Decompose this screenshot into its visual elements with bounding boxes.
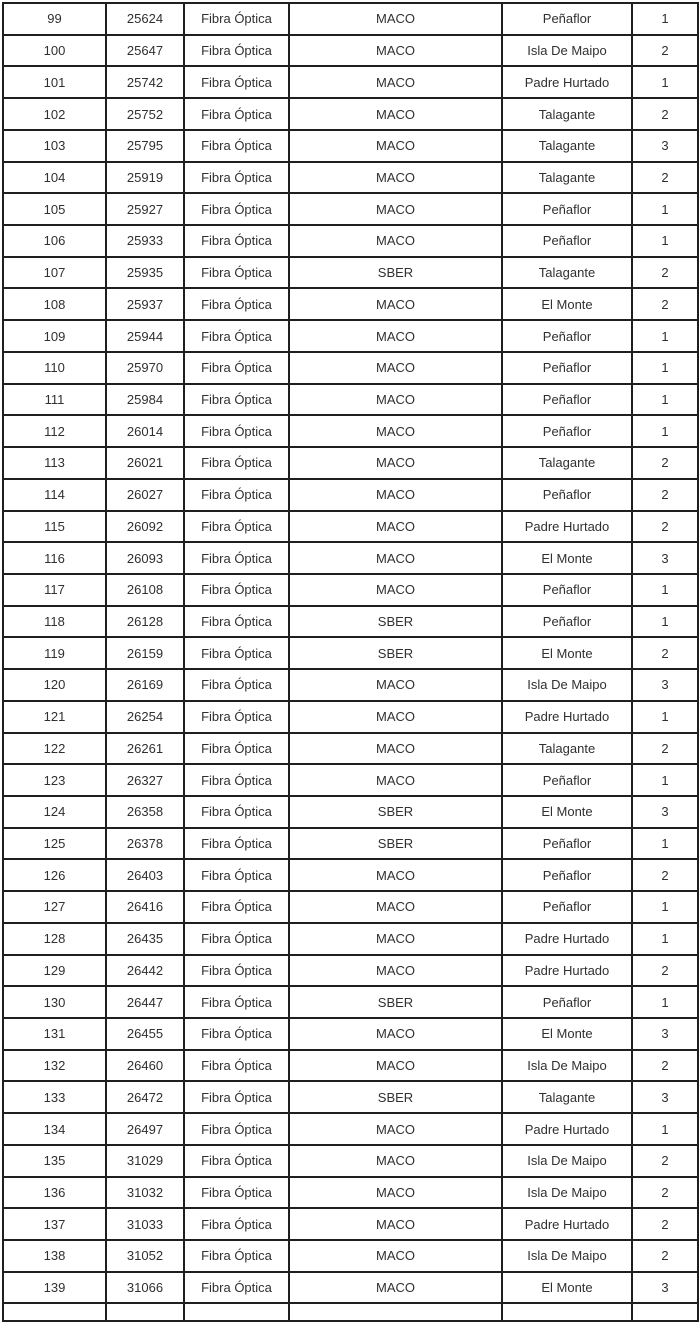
cell-row-number: 118 xyxy=(3,606,106,638)
cell-service-type: Fibra Óptica xyxy=(184,320,289,352)
table-row xyxy=(3,35,698,67)
cell-quantity xyxy=(632,1303,698,1321)
cell-service-type: Fibra Óptica xyxy=(184,288,289,320)
cell-service-type: Fibra Óptica xyxy=(184,257,289,289)
cell-comuna: Peñaflor xyxy=(502,859,632,891)
cell-quantity: 1 xyxy=(632,384,698,416)
table-row xyxy=(3,320,698,352)
cell-row-number: 127 xyxy=(3,891,106,923)
cell-ticket-id: 25935 xyxy=(106,257,184,289)
table-row xyxy=(3,1240,698,1272)
cell-service-type: Fibra Óptica xyxy=(184,479,289,511)
cell-provider: MACO xyxy=(289,66,502,98)
table-row xyxy=(3,288,698,320)
cell-service-type: Fibra Óptica xyxy=(184,955,289,987)
cell-service-type: Fibra Óptica xyxy=(184,606,289,638)
table-row xyxy=(3,415,698,447)
cell-comuna: El Monte xyxy=(502,796,632,828)
cell-comuna: Peñaflor xyxy=(502,320,632,352)
cell-ticket-id: 26027 xyxy=(106,479,184,511)
cell-service-type: Fibra Óptica xyxy=(184,764,289,796)
cell-row-number: 136 xyxy=(3,1177,106,1209)
cell-row-number xyxy=(3,1303,106,1321)
cell-comuna: Isla De Maipo xyxy=(502,1050,632,1082)
cell-provider: MACO xyxy=(289,859,502,891)
cell-row-number: 125 xyxy=(3,828,106,860)
cell-service-type: Fibra Óptica xyxy=(184,542,289,574)
table-row xyxy=(3,796,698,828)
cell-service-type: Fibra Óptica xyxy=(184,1240,289,1272)
cell-quantity: 1 xyxy=(632,606,698,638)
cell-provider: SBER xyxy=(289,796,502,828)
cell-comuna: Talagante xyxy=(502,1081,632,1113)
cell-quantity: 1 xyxy=(632,225,698,257)
cell-row-number: 129 xyxy=(3,955,106,987)
cell-service-type: Fibra Óptica xyxy=(184,923,289,955)
cell-row-number: 103 xyxy=(3,130,106,162)
cell-quantity: 2 xyxy=(632,162,698,194)
cell-provider: MACO xyxy=(289,384,502,416)
cell-comuna: El Monte xyxy=(502,1018,632,1050)
cell-provider: MACO xyxy=(289,162,502,194)
cell-provider: MACO xyxy=(289,320,502,352)
cell-row-number: 135 xyxy=(3,1145,106,1177)
cell-row-number: 112 xyxy=(3,415,106,447)
cell-quantity: 1 xyxy=(632,320,698,352)
cell-provider: SBER xyxy=(289,986,502,1018)
cell-provider: MACO xyxy=(289,447,502,479)
table-row xyxy=(3,66,698,98)
cell-ticket-id: 25752 xyxy=(106,98,184,130)
cell-ticket-id: 25919 xyxy=(106,162,184,194)
cell-service-type: Fibra Óptica xyxy=(184,669,289,701)
cell-provider: MACO xyxy=(289,701,502,733)
cell-row-number: 111 xyxy=(3,384,106,416)
table-row xyxy=(3,669,698,701)
cell-provider: MACO xyxy=(289,574,502,606)
cell-quantity: 1 xyxy=(632,701,698,733)
table-row xyxy=(3,447,698,479)
cell-row-number: 122 xyxy=(3,733,106,765)
cell-ticket-id: 25742 xyxy=(106,66,184,98)
cell-comuna: Isla De Maipo xyxy=(502,669,632,701)
cell-quantity: 2 xyxy=(632,1240,698,1272)
cell-quantity: 2 xyxy=(632,447,698,479)
cell-ticket-id: 25937 xyxy=(106,288,184,320)
cell-service-type: Fibra Óptica xyxy=(184,447,289,479)
table-row xyxy=(3,1113,698,1145)
cell-ticket-id: 25933 xyxy=(106,225,184,257)
cell-ticket-id: 26442 xyxy=(106,955,184,987)
cell-ticket-id: 31033 xyxy=(106,1208,184,1240)
cell-row-number: 131 xyxy=(3,1018,106,1050)
cell-service-type: Fibra Óptica xyxy=(184,415,289,447)
cell-ticket-id: 26460 xyxy=(106,1050,184,1082)
cell-provider: MACO xyxy=(289,542,502,574)
cell-ticket-id: 25927 xyxy=(106,193,184,225)
cell-ticket-id: 25944 xyxy=(106,320,184,352)
cell-quantity: 3 xyxy=(632,1018,698,1050)
cell-ticket-id: 26472 xyxy=(106,1081,184,1113)
table-row xyxy=(3,257,698,289)
cell-provider: MACO xyxy=(289,923,502,955)
cell-ticket-id: 26327 xyxy=(106,764,184,796)
cell-quantity: 2 xyxy=(632,1208,698,1240)
cell-comuna: Peñaflor xyxy=(502,986,632,1018)
cell-provider: MACO xyxy=(289,1177,502,1209)
cell-comuna: Talagante xyxy=(502,130,632,162)
cell-ticket-id: 26447 xyxy=(106,986,184,1018)
cell-row-number: 109 xyxy=(3,320,106,352)
cell-service-type: Fibra Óptica xyxy=(184,66,289,98)
cell-provider: MACO xyxy=(289,1208,502,1240)
cell-quantity: 2 xyxy=(632,1050,698,1082)
cell-comuna: Padre Hurtado xyxy=(502,1113,632,1145)
cell-ticket-id: 26497 xyxy=(106,1113,184,1145)
cell-service-type: Fibra Óptica xyxy=(184,1272,289,1304)
cell-comuna: Talagante xyxy=(502,447,632,479)
cell-quantity: 2 xyxy=(632,733,698,765)
cell-quantity: 2 xyxy=(632,98,698,130)
cell-row-number: 107 xyxy=(3,257,106,289)
document-page xyxy=(2,2,697,1322)
cell-provider: MACO xyxy=(289,98,502,130)
cell-comuna: Peñaflor xyxy=(502,352,632,384)
cell-service-type: Fibra Óptica xyxy=(184,733,289,765)
cell-row-number: 121 xyxy=(3,701,106,733)
cell-quantity: 1 xyxy=(632,415,698,447)
cell-provider: MACO xyxy=(289,1018,502,1050)
cell-comuna: El Monte xyxy=(502,542,632,574)
cell-ticket-id: 25647 xyxy=(106,35,184,67)
cell-quantity: 1 xyxy=(632,828,698,860)
cell-row-number: 115 xyxy=(3,511,106,543)
cell-row-number: 139 xyxy=(3,1272,106,1304)
table-row xyxy=(3,637,698,669)
cell-provider: SBER xyxy=(289,637,502,669)
cell-quantity: 1 xyxy=(632,764,698,796)
table-row xyxy=(3,701,698,733)
cell-service-type: Fibra Óptica xyxy=(184,35,289,67)
cell-quantity: 3 xyxy=(632,542,698,574)
cell-comuna: El Monte xyxy=(502,637,632,669)
cell-row-number: 130 xyxy=(3,986,106,1018)
table-row xyxy=(3,828,698,860)
cell-row-number: 137 xyxy=(3,1208,106,1240)
table-row xyxy=(3,384,698,416)
cell-service-type: Fibra Óptica xyxy=(184,1050,289,1082)
cell-comuna: Peñaflor xyxy=(502,606,632,638)
table-row xyxy=(3,542,698,574)
cell-provider: MACO xyxy=(289,1272,502,1304)
cell-comuna: Talagante xyxy=(502,733,632,765)
table-row xyxy=(3,733,698,765)
cell-row-number: 99 xyxy=(3,3,106,35)
table-row xyxy=(3,1050,698,1082)
cell-provider: SBER xyxy=(289,257,502,289)
cell-comuna: Isla De Maipo xyxy=(502,35,632,67)
cell-service-type: Fibra Óptica xyxy=(184,986,289,1018)
cell-ticket-id: 26159 xyxy=(106,637,184,669)
table-row xyxy=(3,1272,698,1304)
cell-provider: MACO xyxy=(289,1113,502,1145)
cell-provider: SBER xyxy=(289,828,502,860)
cell-row-number: 106 xyxy=(3,225,106,257)
cell-comuna: Peñaflor xyxy=(502,193,632,225)
cell-ticket-id: 26093 xyxy=(106,542,184,574)
cell-quantity: 2 xyxy=(632,859,698,891)
cell-service-type: Fibra Óptica xyxy=(184,225,289,257)
cell-row-number: 128 xyxy=(3,923,106,955)
cell-provider: MACO xyxy=(289,1050,502,1082)
cell-ticket-id: 26378 xyxy=(106,828,184,860)
cell-ticket-id: 26455 xyxy=(106,1018,184,1050)
cell-comuna: El Monte xyxy=(502,1272,632,1304)
cell-row-number: 101 xyxy=(3,66,106,98)
cell-row-number: 132 xyxy=(3,1050,106,1082)
cell-ticket-id: 31066 xyxy=(106,1272,184,1304)
cell-service-type: Fibra Óptica xyxy=(184,1177,289,1209)
cell-ticket-id: 25984 xyxy=(106,384,184,416)
cell-ticket-id: 26021 xyxy=(106,447,184,479)
cell-comuna: Padre Hurtado xyxy=(502,923,632,955)
cell-provider: MACO xyxy=(289,193,502,225)
cell-service-type: Fibra Óptica xyxy=(184,3,289,35)
cell-quantity: 1 xyxy=(632,891,698,923)
cell-ticket-id: 26261 xyxy=(106,733,184,765)
table-row xyxy=(3,574,698,606)
cell-row-number: 117 xyxy=(3,574,106,606)
table-row xyxy=(3,764,698,796)
cell-quantity: 2 xyxy=(632,955,698,987)
cell-row-number: 126 xyxy=(3,859,106,891)
cell-service-type: Fibra Óptica xyxy=(184,98,289,130)
cell-comuna: Peñaflor xyxy=(502,384,632,416)
cell-comuna: Peñaflor xyxy=(502,479,632,511)
cell-quantity: 2 xyxy=(632,479,698,511)
cell-row-number: 138 xyxy=(3,1240,106,1272)
cell-row-number: 119 xyxy=(3,637,106,669)
cell-service-type: Fibra Óptica xyxy=(184,701,289,733)
table-row xyxy=(3,859,698,891)
cell-ticket-id: 26014 xyxy=(106,415,184,447)
cell-row-number: 116 xyxy=(3,542,106,574)
cell-row-number: 108 xyxy=(3,288,106,320)
cell-ticket-id: 25795 xyxy=(106,130,184,162)
cell-row-number: 110 xyxy=(3,352,106,384)
table-row xyxy=(3,1145,698,1177)
cell-row-number: 113 xyxy=(3,447,106,479)
cell-ticket-id: 26254 xyxy=(106,701,184,733)
cell-ticket-id: 26416 xyxy=(106,891,184,923)
cell-row-number: 114 xyxy=(3,479,106,511)
cell-comuna: Talagante xyxy=(502,98,632,130)
cell-ticket-id: 26358 xyxy=(106,796,184,828)
cell-comuna: Padre Hurtado xyxy=(502,1208,632,1240)
cell-provider xyxy=(289,1303,502,1321)
cell-service-type: Fibra Óptica xyxy=(184,384,289,416)
cell-comuna: Peñaflor xyxy=(502,764,632,796)
cell-service-type: Fibra Óptica xyxy=(184,828,289,860)
cell-service-type: Fibra Óptica xyxy=(184,1018,289,1050)
cell-comuna: Isla De Maipo xyxy=(502,1240,632,1272)
table-row xyxy=(3,955,698,987)
cell-quantity: 2 xyxy=(632,1145,698,1177)
cell-quantity: 1 xyxy=(632,352,698,384)
cell-row-number: 120 xyxy=(3,669,106,701)
cell-service-type: Fibra Óptica xyxy=(184,1145,289,1177)
cell-comuna: El Monte xyxy=(502,288,632,320)
cell-service-type: Fibra Óptica xyxy=(184,130,289,162)
partial-next-row xyxy=(3,1303,698,1321)
cell-service-type: Fibra Óptica xyxy=(184,574,289,606)
cell-row-number: 124 xyxy=(3,796,106,828)
cell-quantity: 2 xyxy=(632,511,698,543)
cell-service-type: Fibra Óptica xyxy=(184,352,289,384)
cell-quantity: 1 xyxy=(632,66,698,98)
cell-provider: SBER xyxy=(289,1081,502,1113)
cell-quantity: 1 xyxy=(632,193,698,225)
cell-provider: MACO xyxy=(289,35,502,67)
cell-ticket-id: 31032 xyxy=(106,1177,184,1209)
cell-ticket-id xyxy=(106,1303,184,1321)
table-row xyxy=(3,162,698,194)
cell-quantity: 3 xyxy=(632,1272,698,1304)
cell-service-type: Fibra Óptica xyxy=(184,796,289,828)
table-body xyxy=(3,3,698,1321)
records-table xyxy=(2,2,699,1322)
table-row xyxy=(3,1177,698,1209)
cell-service-type: Fibra Óptica xyxy=(184,637,289,669)
table-row xyxy=(3,3,698,35)
table-row xyxy=(3,130,698,162)
cell-service-type: Fibra Óptica xyxy=(184,1081,289,1113)
cell-row-number: 104 xyxy=(3,162,106,194)
cell-provider: MACO xyxy=(289,764,502,796)
cell-row-number: 102 xyxy=(3,98,106,130)
cell-comuna: Peñaflor xyxy=(502,574,632,606)
cell-quantity: 2 xyxy=(632,288,698,320)
cell-comuna: Talagante xyxy=(502,162,632,194)
cell-comuna: Peñaflor xyxy=(502,3,632,35)
cell-quantity: 1 xyxy=(632,3,698,35)
cell-comuna: Padre Hurtado xyxy=(502,955,632,987)
cell-quantity: 2 xyxy=(632,257,698,289)
table-row xyxy=(3,98,698,130)
cell-provider: MACO xyxy=(289,225,502,257)
cell-ticket-id: 26128 xyxy=(106,606,184,638)
table-row xyxy=(3,891,698,923)
cell-provider: MACO xyxy=(289,1145,502,1177)
cell-quantity: 2 xyxy=(632,1177,698,1209)
cell-provider: SBER xyxy=(289,606,502,638)
cell-row-number: 133 xyxy=(3,1081,106,1113)
table-row xyxy=(3,225,698,257)
cell-ticket-id: 31052 xyxy=(106,1240,184,1272)
cell-provider: MACO xyxy=(289,479,502,511)
cell-comuna: Peñaflor xyxy=(502,891,632,923)
cell-provider: MACO xyxy=(289,511,502,543)
cell-service-type: Fibra Óptica xyxy=(184,193,289,225)
cell-provider: MACO xyxy=(289,415,502,447)
cell-ticket-id: 31029 xyxy=(106,1145,184,1177)
cell-service-type: Fibra Óptica xyxy=(184,1208,289,1240)
cell-comuna: Peñaflor xyxy=(502,225,632,257)
cell-provider: MACO xyxy=(289,733,502,765)
cell-service-type: Fibra Óptica xyxy=(184,162,289,194)
cell-comuna: Peñaflor xyxy=(502,828,632,860)
cell-quantity: 3 xyxy=(632,796,698,828)
cell-comuna: Padre Hurtado xyxy=(502,511,632,543)
cell-comuna: Isla De Maipo xyxy=(502,1145,632,1177)
cell-ticket-id: 25970 xyxy=(106,352,184,384)
table-row xyxy=(3,511,698,543)
table-row xyxy=(3,479,698,511)
cell-service-type: Fibra Óptica xyxy=(184,859,289,891)
cell-row-number: 100 xyxy=(3,35,106,67)
cell-comuna: Padre Hurtado xyxy=(502,701,632,733)
cell-comuna: Peñaflor xyxy=(502,415,632,447)
cell-quantity: 2 xyxy=(632,35,698,67)
table-row xyxy=(3,352,698,384)
table-row xyxy=(3,1018,698,1050)
cell-row-number: 123 xyxy=(3,764,106,796)
cell-provider: MACO xyxy=(289,288,502,320)
cell-comuna: Isla De Maipo xyxy=(502,1177,632,1209)
cell-ticket-id: 25624 xyxy=(106,3,184,35)
table-row xyxy=(3,986,698,1018)
cell-ticket-id: 26108 xyxy=(106,574,184,606)
cell-provider: MACO xyxy=(289,955,502,987)
cell-row-number: 105 xyxy=(3,193,106,225)
cell-quantity: 3 xyxy=(632,1081,698,1113)
cell-quantity: 1 xyxy=(632,923,698,955)
cell-quantity: 1 xyxy=(632,986,698,1018)
cell-ticket-id: 26403 xyxy=(106,859,184,891)
cell-provider: MACO xyxy=(289,352,502,384)
cell-service-type: Fibra Óptica xyxy=(184,1113,289,1145)
table-row xyxy=(3,923,698,955)
table-row xyxy=(3,1208,698,1240)
table-row xyxy=(3,193,698,225)
cell-quantity: 1 xyxy=(632,574,698,606)
cell-comuna: Talagante xyxy=(502,257,632,289)
cell-provider: MACO xyxy=(289,1240,502,1272)
cell-service-type: Fibra Óptica xyxy=(184,511,289,543)
cell-provider: MACO xyxy=(289,3,502,35)
cell-provider: MACO xyxy=(289,891,502,923)
table-row xyxy=(3,606,698,638)
cell-quantity: 2 xyxy=(632,637,698,669)
cell-quantity: 3 xyxy=(632,669,698,701)
cell-quantity: 1 xyxy=(632,1113,698,1145)
cell-ticket-id: 26435 xyxy=(106,923,184,955)
cell-comuna xyxy=(502,1303,632,1321)
cell-provider: MACO xyxy=(289,669,502,701)
cell-row-number: 134 xyxy=(3,1113,106,1145)
cell-quantity: 3 xyxy=(632,130,698,162)
cell-ticket-id: 26169 xyxy=(106,669,184,701)
cell-ticket-id: 26092 xyxy=(106,511,184,543)
cell-comuna: Padre Hurtado xyxy=(502,66,632,98)
table-row xyxy=(3,1081,698,1113)
cell-service-type xyxy=(184,1303,289,1321)
cell-provider: MACO xyxy=(289,130,502,162)
cell-service-type: Fibra Óptica xyxy=(184,891,289,923)
